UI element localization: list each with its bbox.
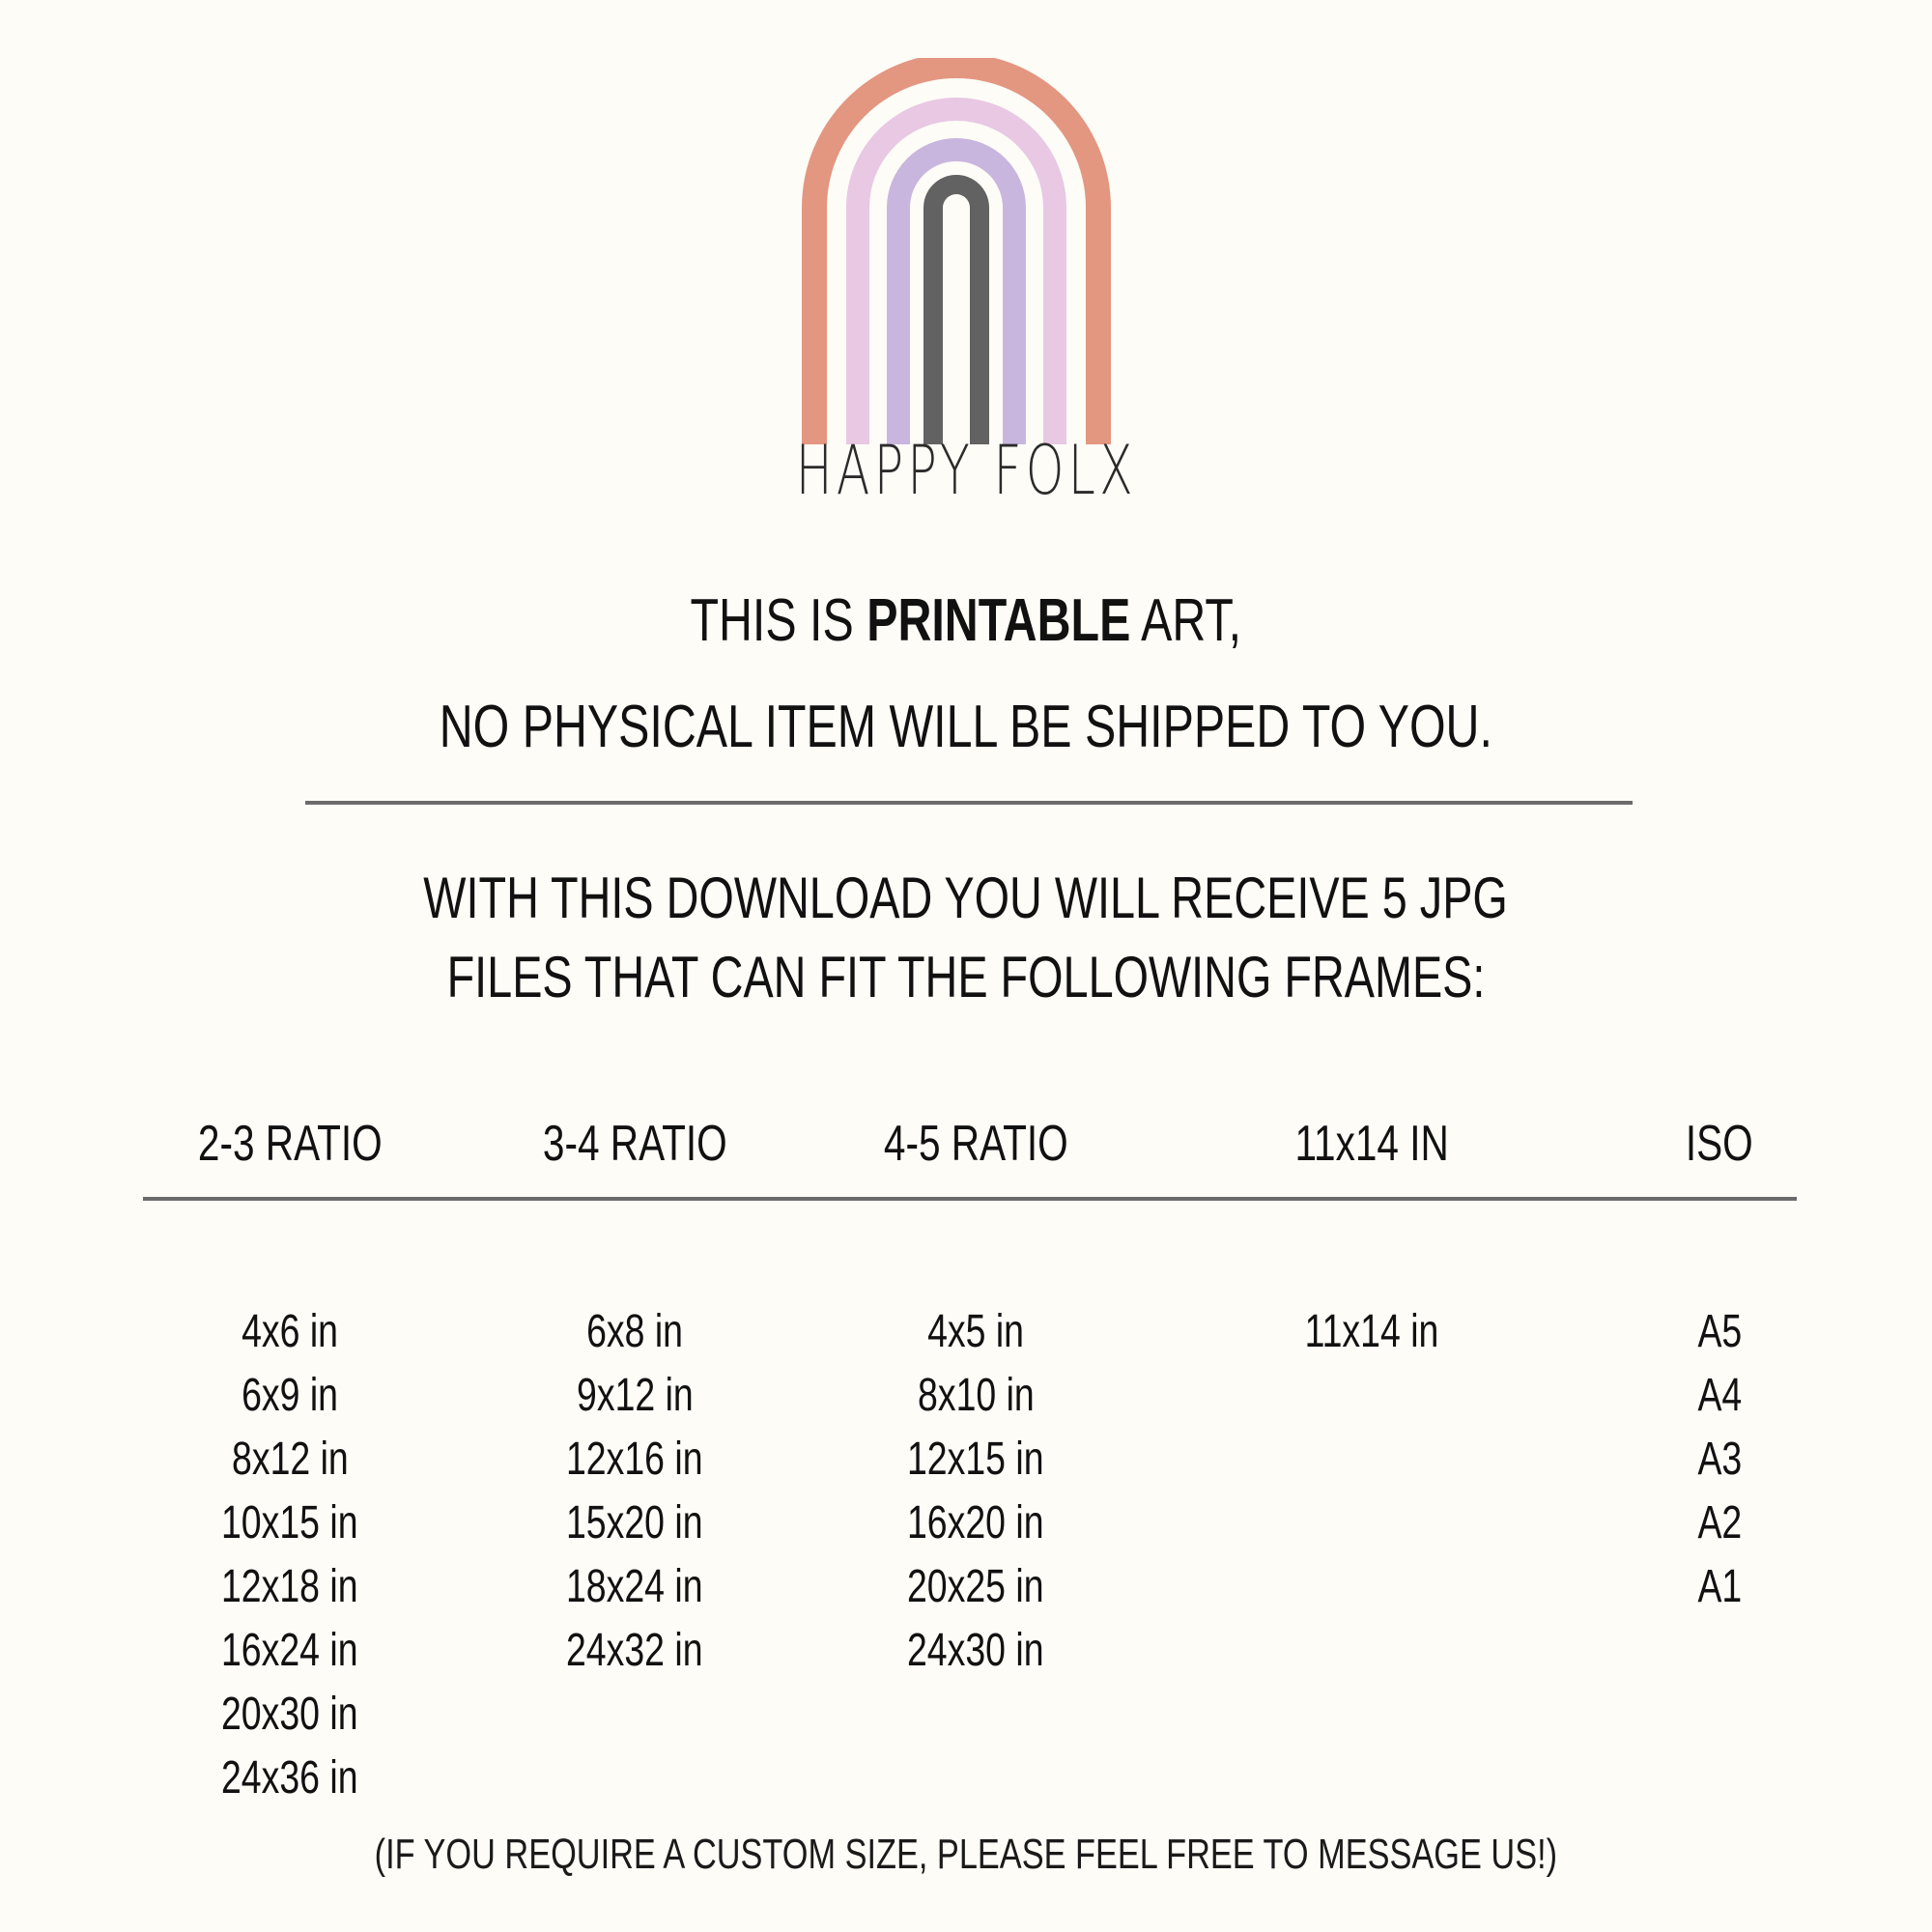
size-item: 12x15 in — [907, 1434, 1044, 1485]
size-item: A4 — [1697, 1370, 1742, 1421]
brand-name-text: HAPPY FOLX — [795, 431, 1137, 510]
size-item: 9x12 in — [576, 1370, 694, 1421]
size-column-4-5-ratio — [802, 1116, 1150, 1683]
size-item: 11x14 in — [1304, 1306, 1439, 1357]
printable-notice-line-2 — [0, 694, 1932, 760]
column-heading: 11x14 IN — [1294, 1116, 1449, 1172]
rainbow-logo-icon — [802, 58, 1130, 454]
size-column-iso — [1546, 1116, 1893, 1619]
size-item: A1 — [1697, 1561, 1742, 1612]
size-item: 6x8 in — [586, 1306, 683, 1357]
size-item: 24x30 in — [907, 1625, 1044, 1676]
size-item: A5 — [1697, 1306, 1742, 1357]
custom-size-footer — [0, 1833, 1932, 1876]
divider-top — [305, 801, 1633, 805]
size-item: 12x18 in — [221, 1561, 358, 1612]
size-item: 8x10 in — [917, 1370, 1035, 1421]
size-item: 4x6 in — [242, 1306, 338, 1357]
download-info-line-1 — [0, 866, 1932, 930]
notice-line-2-text: NO PHYSICAL ITEM WILL BE SHIPPED TO YOU. — [439, 694, 1493, 760]
size-item: 24x36 in — [221, 1752, 358, 1804]
size-item: 10x15 in — [221, 1497, 358, 1548]
size-item: 6x9 in — [242, 1370, 338, 1421]
download-info-line-2 — [0, 945, 1932, 1009]
notice-bold-word: PRINTABLE — [867, 587, 1131, 654]
custom-size-footer-text: (IF YOU REQUIRE A CUSTOM SIZE, PLEASE FEEL FREE TO MESSAGE US!) — [374, 1831, 1558, 1878]
size-column-3-4-ratio — [461, 1116, 809, 1683]
printable-notice-line-1 — [0, 587, 1932, 654]
size-item: 16x24 in — [221, 1625, 358, 1676]
rainbow-arc-inner — [923, 175, 989, 444]
notice-prefix: THIS IS — [690, 587, 867, 654]
download-info-line-2-text: FILES THAT CAN FIT THE FOLLOWING FRAMES: — [446, 945, 1486, 1009]
notice-suffix: ART, — [1130, 587, 1242, 654]
column-heading: 2-3 RATIO — [197, 1116, 383, 1172]
size-column-11x14 — [1198, 1116, 1546, 1364]
brand-name — [676, 431, 1256, 510]
size-item: 18x24 in — [566, 1561, 703, 1612]
size-item: 24x32 in — [566, 1625, 703, 1676]
size-item: 20x25 in — [907, 1561, 1044, 1612]
column-heading: ISO — [1686, 1116, 1753, 1172]
download-info-line-1-text: WITH THIS DOWNLOAD YOU WILL RECEIVE 5 JPG — [423, 866, 1509, 930]
size-item: A2 — [1697, 1497, 1742, 1548]
column-heading: 4-5 RATIO — [883, 1116, 1068, 1172]
size-item: 4x5 in — [927, 1306, 1024, 1357]
size-item: 16x20 in — [907, 1497, 1044, 1548]
size-column-2-3-ratio — [116, 1116, 464, 1810]
size-item: A3 — [1697, 1434, 1742, 1485]
size-item: 12x16 in — [566, 1434, 703, 1485]
size-item: 20x30 in — [221, 1689, 358, 1740]
size-item: 15x20 in — [566, 1497, 703, 1548]
size-item: 8x12 in — [231, 1434, 349, 1485]
column-heading: 3-4 RATIO — [542, 1116, 727, 1172]
